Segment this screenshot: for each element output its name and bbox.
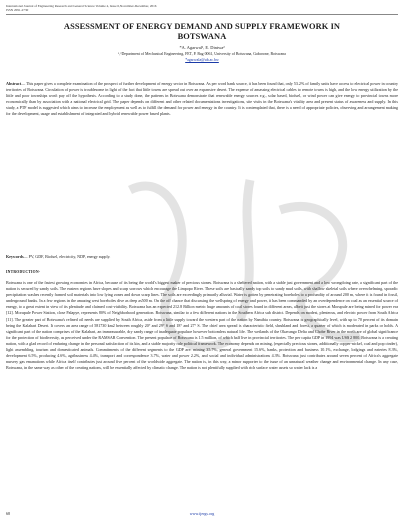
introduction-paragraph: Botswana is one of the fastest growing economies in Africa, because of its being the world's biggest maker of precious stones. Botswana is a sheltered nation, with a stable just government and a low wrongdoing rate, a significant part of the nation is secured by sandy soils. The eastern regions have slopes and scarp sorrows which encourage the Limpopo River. These soils are basically sandy top soils to sandy mud soils, with shallow skeletal soils where overwhelming, sporadic precipitation washes recently framed soil materials into low lying zones and down scarp lines. The soils are exceedingly primarily alluvial. Water is gotten by penetrating boreholes to a profundity of around 200 m, where it is found in fossil, underground banks. In a few regions in the amazing west boreholes dive as deep as500 m. On the off chance that discussing the wellspring of energy and power, it has been commanded by an overdependence on coal as an essential source of energy, to a great extent in view of its plenitude and claimed cost-viability. Botswana has an expected 212.8 Billion metric huge amounts of coal stores found in different areas, albeit just the stores at Morupule are being mined for power era [12]. Morupule Power Station, close Palapye, represents 80% of Neighborhood generation. Botswana, similar to a few different nations in the Southern Africa sub district. Depends on modest, plenteous, and electric power from South Africa [11]. The greater part of Botswana's refined oil needs are supplied by South Africa, aside from a little supply toward the western part of the nation by Namibia country. Botswana is geographically level, with up to 70 percent of its domain being the Kalahari Desert. It covers an area range of 581730 km2 between roughly 20° and 29° S and 18° and 27° S. The chief area spread is characteristic field, shrubland and forest, a quarter of which is moderated in parks or holds. A significant part of the nation comprises of the Kalahari, an immeasurable, dry sandy range of inadequate populace however bottomless natural life. The wetlands of the Okavango Delta and Chobe River in the north are of global significance for the protection of biodiversity, as perceived under the RAMSAR Convention. The present populace of Botswana is 1.5 million, of which half live in provincial territories. The per capita GDP in 1994 was US$ 2 800. Botswana is a creating nation, with a glad record of enduring change in the personal satisfaction of its kin, and a stable majority rule political framework. The economy depends on mining, (especially precious stones, additionally copper-nickel, coal and pop cinder), light assembling, tourism and domesticated animals. Commitments of the different segments to the GDP are: mining 35.7%, general government 15.6%, banks, protection and business 10.1%, exchange, lodgings and eateries 8.3%, development 6.5%, producing 4.6%, agribusiness 4.4%, transport and correspondence 3.7%, water and power 2.2%, and social and individual administrations 4.3%. Botswana just contributes around seven percent of Africa's aggregate nursery gas emanations while Africa itself contributes just around five percent of the worldwide aggregate. The nation is, in this way, a minor supporter to the issue of an unnatural weather change and environmental change. In any case, Botswana, in the same way as other of the creating nations, will be essentially affected by climatic change. The nation is not plentifully supplied with rich surface water assets so water lack is a (6, 280, 398, 371)
abstract-text: — This paper gives a complete examination of the prospect of further development of energy sector in Botswana. As per word bank source, it has been found that, only 53.2% of family units have access to electrical power in country territories of Botswana. Circulation of power is troublesome in light of the fact that little towns are spread out over an expansive desert. The expense of amassing electrical cables to remote towns is high, and the low energy utilization by the little and poor townships won't pay off the hypothesis. According to a study done, the patterns in Botswana demonstrate that renewable energy sources e.g., solar based, biofuel, or wind power can give energy to provincial towns more economically than by association with a national electrical grid. The paper depends on different and other related documentations investigations, site visits in the Botswana's vitality area and present status of awareness and supply. In this study, a PTF model is suggested which aims to increase the employment as well as to fulfill the demand for power and energy in the country. It is contemplated that, there is a need of appropriate policies, observing and arrangement making for the development, usage and establishment of integrated and hybrid renewable power based plants. (6, 81, 398, 117)
abstract-paragraph (6, 81, 398, 249)
journal-header (6, 4, 398, 12)
abstract-label: Abstract (6, 81, 22, 86)
title-line-1: ASSESSMENT OF ENERGY DEMAND AND SUPPLY FRAMEWORK IN (63, 22, 341, 31)
title-line-2: BOTSWANA (177, 32, 227, 42)
journal-header-line: International Journal of Engineering Research and General Science Volume 4, Issue 6,November-December, 2016 (6, 4, 157, 8)
journal-url-link[interactable]: www.ijergs.org (189, 511, 215, 516)
author-email-link[interactable]: *agarwala@ub.ac.bw (185, 58, 219, 62)
header-divider (6, 14, 398, 15)
author-list: *A. Agarwal¹, E. Dintwa² (179, 45, 225, 50)
keywords-paragraph (6, 254, 398, 260)
author-affiliation: ¹,²Department of Mechanical Engineering, FET, P. Bag 0061, University of Botswana, Gaborone, Botswana (118, 52, 286, 56)
paper-title (6, 22, 398, 43)
issn-line: ISSN 2091-2730 (6, 8, 29, 12)
keywords-label: Keywords (6, 254, 24, 259)
keywords-text: — PV, GDF, Biofuel, electricity, NDP, energy supply. (23, 254, 111, 259)
introduction-heading: INTRODUCTION- (6, 270, 41, 274)
page-number: 68 (6, 511, 10, 516)
